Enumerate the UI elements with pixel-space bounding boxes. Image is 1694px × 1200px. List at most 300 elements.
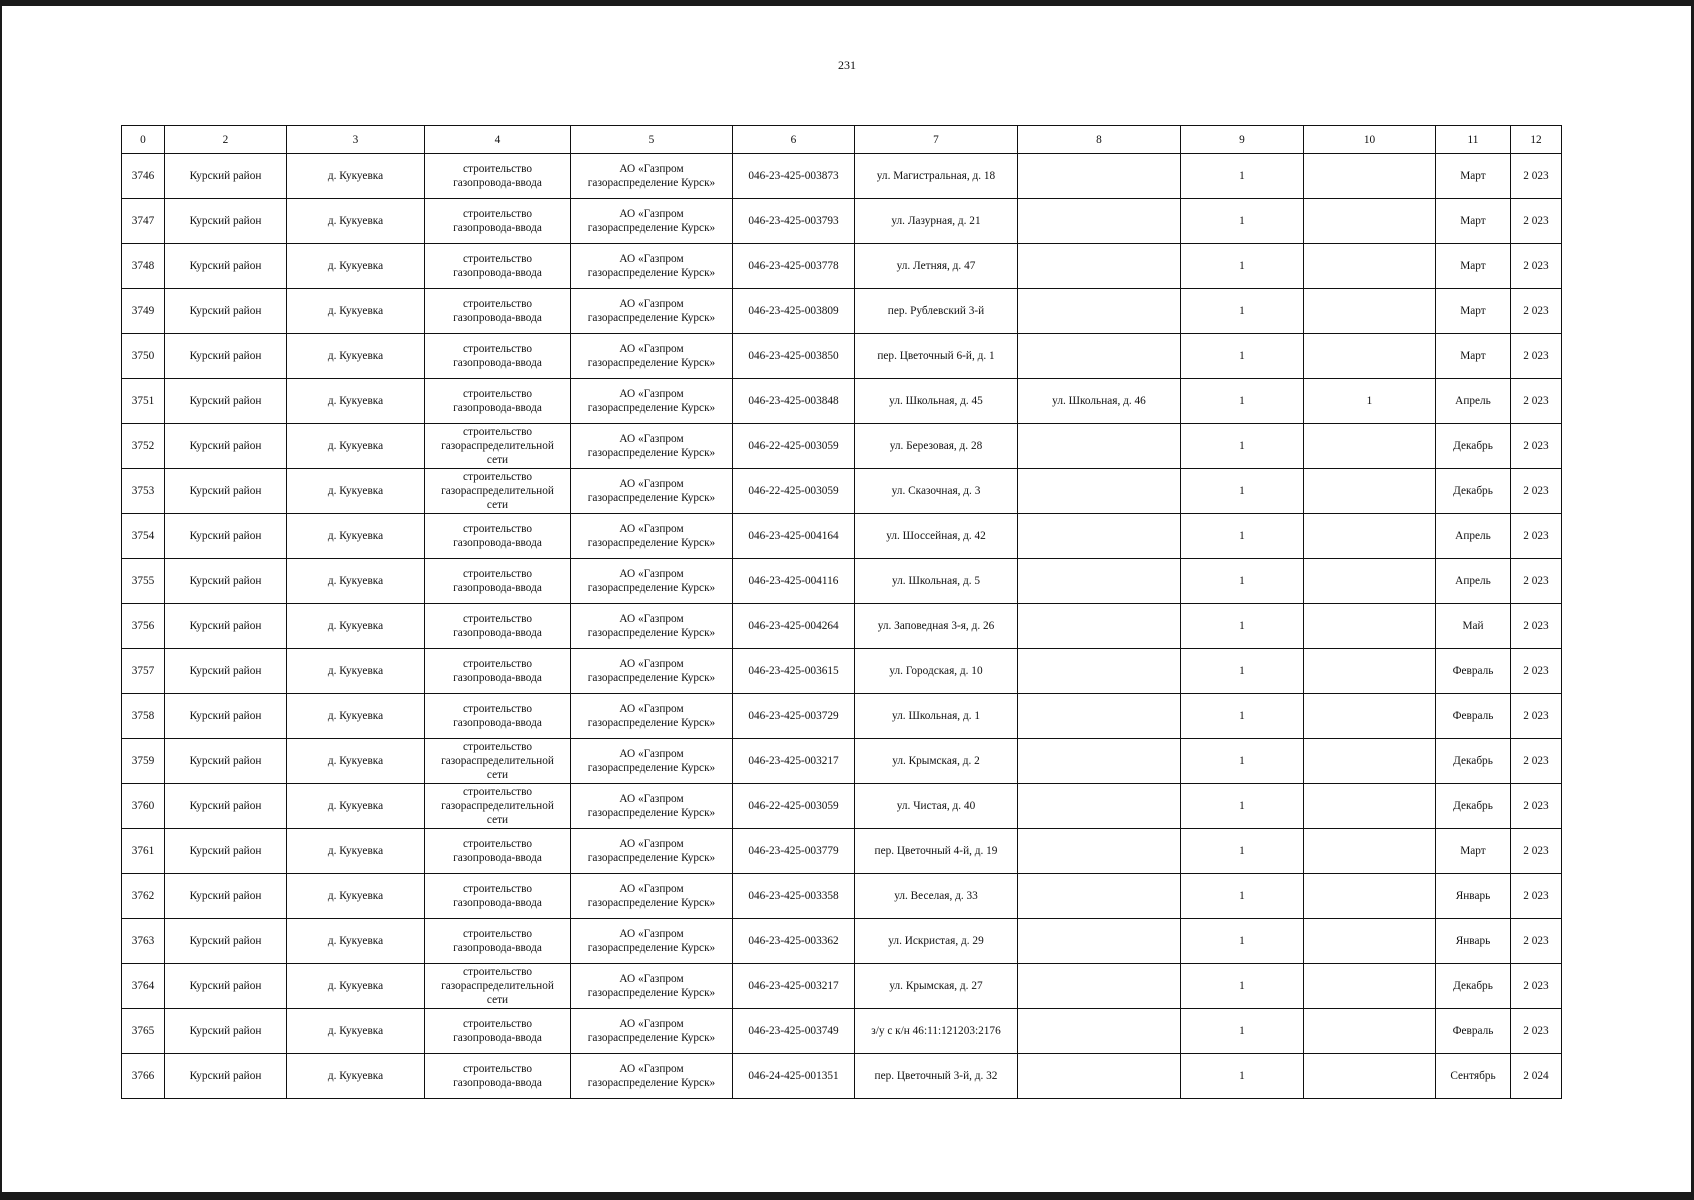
work-type-cell-line: газопровода-ввода [453,582,542,594]
column-9-cell: 1 [1181,469,1304,514]
row-number-cell: 3748 [122,244,165,289]
organization-cell [571,1009,733,1054]
organization-cell [571,469,733,514]
month-cell: Февраль [1436,649,1511,694]
organization-cell-line: газораспределение Курск» [587,402,716,414]
settlement-cell: д. Кукуевка [287,289,425,334]
work-type-cell-line: строительство [462,741,533,753]
column-10-cell [1304,424,1436,469]
organization-cell-line: газораспределение Курск» [587,762,716,774]
address-cell: ул. Городская, д. 10 [855,649,1018,694]
object-code-cell: 046-23-425-003809 [733,289,855,334]
month-cell: Декабрь [1436,424,1511,469]
address-cell: ул. Школьная, д. 1 [855,694,1018,739]
object-code-cell: 046-22-425-003059 [733,784,855,829]
object-code-cell: 046-23-425-003873 [733,154,855,199]
year-cell: 2 023 [1511,604,1562,649]
column-9-cell: 1 [1181,919,1304,964]
column-header: 0 [122,126,165,154]
column-10-cell [1304,964,1436,1009]
organization-cell [571,739,733,784]
column-10-cell [1304,289,1436,334]
address-cell: з/у с к/н 46:11:121203:2176 [855,1009,1018,1054]
address-cell: пер. Рублевский 3-й [855,289,1018,334]
year-cell: 2 023 [1511,694,1562,739]
year-cell: 2 023 [1511,379,1562,424]
work-type-cell-line: газопровода-ввода [453,357,542,369]
object-code-cell: 046-22-425-003059 [733,469,855,514]
row-number-cell: 3759 [122,739,165,784]
row-number-cell: 3766 [122,1054,165,1099]
work-type-cell [425,199,571,244]
organization-cell-line: АО «Газпром [619,973,684,985]
district-cell: Курский район [165,1054,287,1099]
row-number-cell: 3763 [122,919,165,964]
organization-cell [571,694,733,739]
address-cell: ул. Искристая, д. 29 [855,919,1018,964]
organization-cell [571,604,733,649]
row-number-cell: 3753 [122,469,165,514]
column-9-cell: 1 [1181,604,1304,649]
work-type-cell [425,289,571,334]
year-cell: 2 023 [1511,289,1562,334]
column-9-cell: 1 [1181,154,1304,199]
organization-cell-line: газораспределение Курск» [587,447,716,459]
month-cell: Апрель [1436,379,1511,424]
row-number-cell: 3755 [122,559,165,604]
year-cell: 2 024 [1511,1054,1562,1099]
organization-cell [571,649,733,694]
year-cell: 2 023 [1511,469,1562,514]
column-header: 4 [425,126,571,154]
organization-cell-line: газораспределение Курск» [587,897,716,909]
object-code-cell: 046-23-425-003217 [733,964,855,1009]
work-type-cell-line: строительство [462,928,533,940]
table-body [122,154,1562,1099]
work-type-cell-line: строительство [462,388,533,400]
work-type-cell-line: сети [486,769,509,781]
registry-table [121,125,1562,1099]
table-row [122,919,1562,964]
organization-cell [571,424,733,469]
district-cell: Курский район [165,514,287,559]
organization-cell-line: газораспределение Курск» [587,357,716,369]
table-row [122,604,1562,649]
organization-cell-line: АО «Газпром [619,1063,684,1075]
work-type-cell-line: строительство [462,966,533,978]
work-type-cell [425,379,571,424]
work-type-cell-line: газопровода-ввода [453,312,542,324]
column-8-cell [1018,559,1181,604]
row-number-cell: 3765 [122,1009,165,1054]
row-number-cell: 3754 [122,514,165,559]
work-type-cell-line: строительство [462,703,533,715]
organization-cell [571,964,733,1009]
work-type-cell-line: строительство [462,343,533,355]
column-8-cell [1018,154,1181,199]
table-row [122,694,1562,739]
column-8-cell [1018,199,1181,244]
organization-cell-line: АО «Газпром [619,388,684,400]
column-9-cell: 1 [1181,1054,1304,1099]
row-number-cell: 3752 [122,424,165,469]
work-type-cell [425,154,571,199]
column-9-cell: 1 [1181,649,1304,694]
year-cell: 2 023 [1511,784,1562,829]
object-code-cell: 046-23-425-004264 [733,604,855,649]
object-code-cell: 046-22-425-003059 [733,424,855,469]
settlement-cell: д. Кукуевка [287,334,425,379]
settlement-cell: д. Кукуевка [287,739,425,784]
column-8-cell: ул. Школьная, д. 46 [1018,379,1181,424]
column-header: 7 [855,126,1018,154]
table-row [122,289,1562,334]
column-10-cell [1304,1054,1436,1099]
settlement-cell: д. Кукуевка [287,199,425,244]
row-number-cell: 3749 [122,289,165,334]
organization-cell-line: газораспределение Курск» [587,492,716,504]
work-type-cell [425,604,571,649]
address-cell: ул. Школьная, д. 5 [855,559,1018,604]
address-cell: ул. Лазурная, д. 21 [855,199,1018,244]
column-8-cell [1018,874,1181,919]
column-header: 2 [165,126,287,154]
organization-cell [571,154,733,199]
work-type-cell-line: газораспределительной [441,755,554,767]
district-cell: Курский район [165,649,287,694]
organization-cell-line: газораспределение Курск» [587,177,716,189]
district-cell: Курский район [165,154,287,199]
work-type-cell [425,334,571,379]
column-8-cell [1018,244,1181,289]
work-type-cell [425,694,571,739]
district-cell: Курский район [165,289,287,334]
year-cell: 2 023 [1511,424,1562,469]
table-row [122,1009,1562,1054]
year-cell: 2 023 [1511,964,1562,1009]
month-cell: Март [1436,154,1511,199]
column-9-cell: 1 [1181,424,1304,469]
work-type-cell-line: газопровода-ввода [453,222,542,234]
organization-cell-line: газораспределение Курск» [587,1032,716,1044]
column-8-cell [1018,1009,1181,1054]
district-cell: Курский район [165,604,287,649]
work-type-cell-line: газопровода-ввода [453,897,542,909]
settlement-cell: д. Кукуевка [287,514,425,559]
column-header: 10 [1304,126,1436,154]
column-8-cell [1018,919,1181,964]
object-code-cell: 046-23-425-003779 [733,829,855,874]
work-type-cell [425,514,571,559]
column-8-cell [1018,964,1181,1009]
work-type-cell [425,919,571,964]
work-type-cell [425,424,571,469]
month-cell: Февраль [1436,694,1511,739]
column-header: 6 [733,126,855,154]
work-type-cell-line: строительство [462,523,533,535]
organization-cell-line: АО «Газпром [619,838,684,850]
organization-cell [571,514,733,559]
work-type-cell [425,829,571,874]
month-cell: Апрель [1436,514,1511,559]
organization-cell [571,1054,733,1099]
table-row [122,964,1562,1009]
work-type-cell [425,559,571,604]
column-10-cell [1304,244,1436,289]
column-8-cell [1018,514,1181,559]
row-number-cell: 3746 [122,154,165,199]
organization-cell-line: газораспределение Курск» [587,1077,716,1089]
year-cell: 2 023 [1511,829,1562,874]
settlement-cell: д. Кукуевка [287,694,425,739]
organization-cell [571,379,733,424]
column-9-cell: 1 [1181,739,1304,784]
work-type-cell [425,1009,571,1054]
work-type-cell-line: газопровода-ввода [453,402,542,414]
organization-cell-line: АО «Газпром [619,613,684,625]
work-type-cell-line: строительство [462,838,533,850]
month-cell: Март [1436,199,1511,244]
table-row [122,424,1562,469]
district-cell: Курский район [165,424,287,469]
column-8-cell [1018,694,1181,739]
row-number-cell: 3764 [122,964,165,1009]
settlement-cell: д. Кукуевка [287,424,425,469]
district-cell: Курский район [165,199,287,244]
table-row [122,829,1562,874]
object-code-cell: 046-23-425-003749 [733,1009,855,1054]
organization-cell-line: АО «Газпром [619,703,684,715]
work-type-cell [425,784,571,829]
table-row [122,154,1562,199]
settlement-cell: д. Кукуевка [287,1054,425,1099]
work-type-cell [425,874,571,919]
column-10-cell [1304,694,1436,739]
organization-cell-line: газораспределение Курск» [587,807,716,819]
object-code-cell: 046-23-425-003793 [733,199,855,244]
address-cell: ул. Веселая, д. 33 [855,874,1018,919]
year-cell: 2 023 [1511,514,1562,559]
organization-cell-line: газораспределение Курск» [587,987,716,999]
column-8-cell [1018,289,1181,334]
district-cell: Курский район [165,334,287,379]
column-8-cell [1018,424,1181,469]
organization-cell [571,919,733,964]
row-number-cell: 3758 [122,694,165,739]
organization-cell-line: АО «Газпром [619,523,684,535]
work-type-cell-line: газопровода-ввода [453,627,542,639]
settlement-cell: д. Кукуевка [287,469,425,514]
column-9-cell: 1 [1181,964,1304,1009]
organization-cell [571,289,733,334]
year-cell: 2 023 [1511,199,1562,244]
settlement-cell: д. Кукуевка [287,784,425,829]
object-code-cell: 046-23-425-003362 [733,919,855,964]
organization-cell-line: газораспределение Курск» [587,627,716,639]
month-cell: Январь [1436,874,1511,919]
district-cell: Курский район [165,829,287,874]
table-row [122,649,1562,694]
year-cell: 2 023 [1511,1009,1562,1054]
work-type-cell-line: газораспределительной [441,980,554,992]
object-code-cell: 046-23-425-004116 [733,559,855,604]
column-9-cell: 1 [1181,199,1304,244]
month-cell: Декабрь [1436,784,1511,829]
year-cell: 2 023 [1511,649,1562,694]
work-type-cell-line: газопровода-ввода [453,537,542,549]
table-row [122,739,1562,784]
organization-cell-line: газораспределение Курск» [587,942,716,954]
district-cell: Курский район [165,379,287,424]
column-9-cell: 1 [1181,379,1304,424]
district-cell: Курский район [165,1009,287,1054]
scan-border-left [0,0,2,1200]
table-row [122,874,1562,919]
row-number-cell: 3750 [122,334,165,379]
column-10-cell [1304,649,1436,694]
column-10-cell [1304,919,1436,964]
month-cell: Март [1436,244,1511,289]
organization-cell-line: АО «Газпром [619,208,684,220]
settlement-cell: д. Кукуевка [287,829,425,874]
organization-cell-line: газораспределение Курск» [587,852,716,864]
table-row [122,334,1562,379]
column-10-cell [1304,784,1436,829]
organization-cell [571,334,733,379]
month-cell: Май [1436,604,1511,649]
object-code-cell: 046-23-425-003358 [733,874,855,919]
year-cell: 2 023 [1511,334,1562,379]
district-cell: Курский район [165,694,287,739]
column-10-cell [1304,604,1436,649]
work-type-cell-line: строительство [462,613,533,625]
row-number-cell: 3762 [122,874,165,919]
work-type-cell [425,964,571,1009]
column-10-cell [1304,559,1436,604]
address-cell: ул. Шоссейная, д. 42 [855,514,1018,559]
column-10-cell [1304,469,1436,514]
work-type-cell-line: сети [486,814,509,826]
settlement-cell: д. Кукуевка [287,559,425,604]
work-type-cell-line: сети [486,994,509,1006]
month-cell: Март [1436,829,1511,874]
column-10-cell [1304,154,1436,199]
settlement-cell: д. Кукуевка [287,874,425,919]
organization-cell [571,784,733,829]
column-9-cell: 1 [1181,289,1304,334]
organization-cell-line: АО «Газпром [619,433,684,445]
object-code-cell: 046-23-425-003729 [733,694,855,739]
month-cell: Декабрь [1436,964,1511,1009]
address-cell: ул. Березовая, д. 28 [855,424,1018,469]
organization-cell [571,244,733,289]
table-row [122,244,1562,289]
table-row [122,514,1562,559]
organization-cell-line: АО «Газпром [619,568,684,580]
work-type-cell-line: строительство [462,163,533,175]
month-cell: Февраль [1436,1009,1511,1054]
organization-cell [571,199,733,244]
organization-cell-line: АО «Газпром [619,253,684,265]
row-number-cell: 3760 [122,784,165,829]
settlement-cell: д. Кукуевка [287,604,425,649]
column-9-cell: 1 [1181,1009,1304,1054]
work-type-cell-line: строительство [462,208,533,220]
address-cell: ул. Школьная, д. 45 [855,379,1018,424]
object-code-cell: 046-24-425-001351 [733,1054,855,1099]
column-9-cell: 1 [1181,829,1304,874]
work-type-cell [425,649,571,694]
column-9-cell: 1 [1181,334,1304,379]
column-8-cell [1018,469,1181,514]
table-header [122,126,1562,154]
table-row [122,1054,1562,1099]
year-cell: 2 023 [1511,874,1562,919]
header-row [122,126,1562,154]
work-type-cell-line: строительство [462,1018,533,1030]
table-row [122,379,1562,424]
settlement-cell: д. Кукуевка [287,379,425,424]
organization-cell [571,829,733,874]
district-cell: Курский район [165,469,287,514]
column-8-cell [1018,739,1181,784]
organization-cell-line: газораспределение Курск» [587,672,716,684]
district-cell: Курский район [165,964,287,1009]
column-header: 3 [287,126,425,154]
work-type-cell-line: газопровода-ввода [453,852,542,864]
organization-cell-line: АО «Газпром [619,478,684,490]
organization-cell-line: газораспределение Курск» [587,312,716,324]
work-type-cell-line: строительство [462,568,533,580]
district-cell: Курский район [165,919,287,964]
row-number-cell: 3756 [122,604,165,649]
column-8-cell [1018,649,1181,694]
row-number-cell: 3747 [122,199,165,244]
month-cell: Сентябрь [1436,1054,1511,1099]
month-cell: Апрель [1436,559,1511,604]
column-9-cell: 1 [1181,244,1304,289]
column-header: 11 [1436,126,1511,154]
settlement-cell: д. Кукуевка [287,649,425,694]
column-9-cell: 1 [1181,559,1304,604]
work-type-cell-line: строительство [462,658,533,670]
column-header: 8 [1018,126,1181,154]
organization-cell-line: АО «Газпром [619,928,684,940]
object-code-cell: 046-23-425-003778 [733,244,855,289]
year-cell: 2 023 [1511,244,1562,289]
organization-cell [571,559,733,604]
year-cell: 2 023 [1511,559,1562,604]
column-10-cell: 1 [1304,379,1436,424]
column-10-cell [1304,199,1436,244]
work-type-cell-line: газопровода-ввода [453,267,542,279]
address-cell: ул. Крымская, д. 27 [855,964,1018,1009]
table-row [122,559,1562,604]
work-type-cell [425,244,571,289]
work-type-cell-line: газораспределительной [441,800,554,812]
work-type-cell-line: строительство [462,253,533,265]
work-type-cell [425,739,571,784]
object-code-cell: 046-23-425-004164 [733,514,855,559]
column-10-cell [1304,739,1436,784]
address-cell: ул. Сказочная, д. 3 [855,469,1018,514]
column-10-cell [1304,1009,1436,1054]
column-9-cell: 1 [1181,694,1304,739]
month-cell: Декабрь [1436,739,1511,784]
year-cell: 2 023 [1511,919,1562,964]
work-type-cell-line: сети [486,499,509,511]
settlement-cell: д. Кукуевка [287,1009,425,1054]
